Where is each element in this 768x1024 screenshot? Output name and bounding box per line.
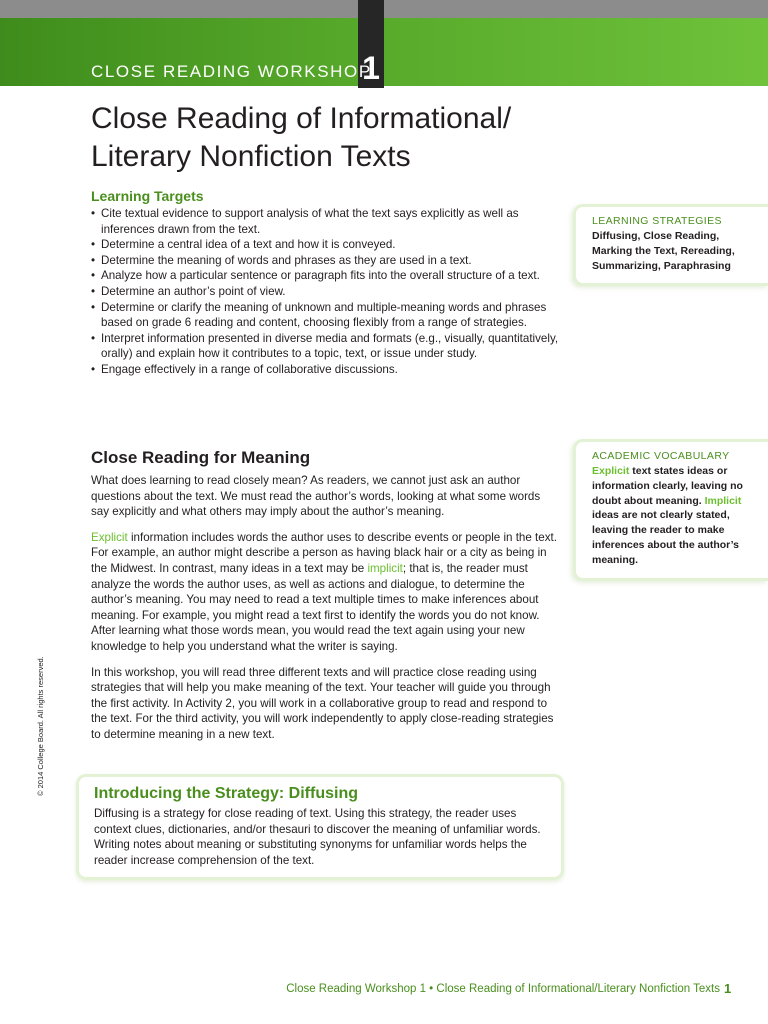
paragraph-2-part-1: information includes words the author uses to describe events or people in the text. For example, an author might describe a person as having black hair or a city as being in the Midwest. In contrast, many ideas in a text may be bbox=[91, 530, 557, 575]
target-item: • Engage effectively in a range of collaborative discussions. bbox=[91, 362, 561, 378]
target-item: • Analyze how a particular sentence or paragraph fits into the overall structure of a text. bbox=[91, 268, 561, 284]
target-item: • Determine an author’s point of view. bbox=[91, 284, 561, 300]
target-item: • Determine the meaning of words and phrases as they are used in a text. bbox=[91, 253, 561, 269]
top-gray-bar bbox=[0, 0, 768, 18]
term-implicit: implicit bbox=[367, 561, 403, 575]
page-title-line1: Close Reading of Informational/ bbox=[91, 102, 512, 135]
learning-strategies-text: Diffusing, Close Reading, Marking the Text, Rereading, Summarizing, Paraphrasing bbox=[592, 230, 735, 272]
vocab-term-explicit: Explicit bbox=[592, 465, 630, 477]
diffusing-strategy-text: Diffusing is a strategy for close reading of text. Using this strategy, the reader uses context clues, dictionaries, and/or thesauri to discover the meaning of unfamiliar words. Writing notes about meaning or substituting synonyms for unfamiliar words helps the reader increase comprehension of the text. bbox=[94, 807, 541, 867]
page-footer: Close Reading Workshop 1 • Close Reading of Informational/Literary Nonfiction Texts bbox=[286, 983, 720, 995]
learning-targets-list bbox=[91, 206, 561, 378]
term-explicit: Explicit bbox=[91, 530, 128, 544]
academic-vocabulary-box bbox=[573, 439, 768, 581]
target-item: • Cite textual evidence to support analysis of what the text says explicitly as well as inferences drawn from the text. bbox=[91, 206, 561, 237]
close-reading-paragraph-3: In this workshop, you will read three different texts and will practice close reading using strategies that will help you make meaning of the text. Your teacher will guide you through the first activity. In Activity 2, you will work in a collaborative group to read and respond to the text. For the third activity, you will work independently to apply close-reading strategies to determine meaning in a new text. bbox=[91, 665, 554, 741]
target-item: • Determine or clarify the meaning of unknown and multiple-meaning words and phrases based on grade 6 reading and content, choosing flexibly from a range of strategies. bbox=[91, 300, 561, 331]
learning-strategies-heading: LEARNING STRATEGIES bbox=[592, 215, 722, 227]
close-reading-heading: Close Reading for Meaning bbox=[91, 448, 311, 467]
paragraph-2-part-2: ; that is, the reader must analyze the words the author uses, as well as actions and dialogue, to determine the author’s meaning. You may need to read a text multiple times to make inferences about meaning. For example, you might read a text first to identify the words you do not know. After learning what those words mean, you would read the text again using your new knowledge to help you understand what the writer is saying. bbox=[91, 561, 540, 653]
close-reading-paragraph-1: What does learning to read closely mean? As readers, we cannot just ask an author questions about the text. We must read the author’s words, looking at what some words say explicitly and what others may imply about the author’s meaning. bbox=[91, 474, 541, 519]
close-reading-paragraph-2 bbox=[91, 530, 559, 655]
target-item: • Determine a central idea of a text and how it is conveyed. bbox=[91, 237, 561, 253]
vocab-definition-implicit: ideas are not clearly stated, leaving the reader to make inferences about the author’s meaning. bbox=[592, 509, 740, 566]
page-title bbox=[91, 100, 561, 176]
workshop-number: 1 bbox=[362, 50, 380, 86]
learning-targets bbox=[91, 188, 561, 378]
vocab-term-implicit: Implicit bbox=[704, 494, 742, 507]
page-title-line2: Literary Nonfiction Texts bbox=[91, 140, 411, 173]
vocab-definition-explicit: text states ideas or information clearly, leaving no doubt about meaning. bbox=[592, 465, 743, 507]
academic-vocabulary-heading: ACADEMIC VOCABULARY bbox=[592, 450, 730, 462]
copyright-notice: © 2014 College Board. All rights reserved. bbox=[36, 656, 45, 796]
close-reading-section bbox=[91, 448, 559, 753]
page-number: 1 bbox=[724, 981, 732, 996]
workshop-label: CLOSE READING WORKSHOP bbox=[91, 62, 372, 81]
learning-strategies-box bbox=[573, 204, 768, 286]
learning-targets-heading: Learning Targets bbox=[91, 188, 204, 204]
target-item: • Interpret information presented in diverse media and formats (e.g., visually, quantitatively, orally) and explain how it contributes to a topic, text, or issue under study. bbox=[91, 331, 561, 362]
diffusing-strategy-box bbox=[76, 774, 564, 880]
diffusing-strategy-heading: Introducing the Strategy: Diffusing bbox=[94, 785, 358, 802]
academic-vocabulary-text bbox=[592, 464, 760, 568]
